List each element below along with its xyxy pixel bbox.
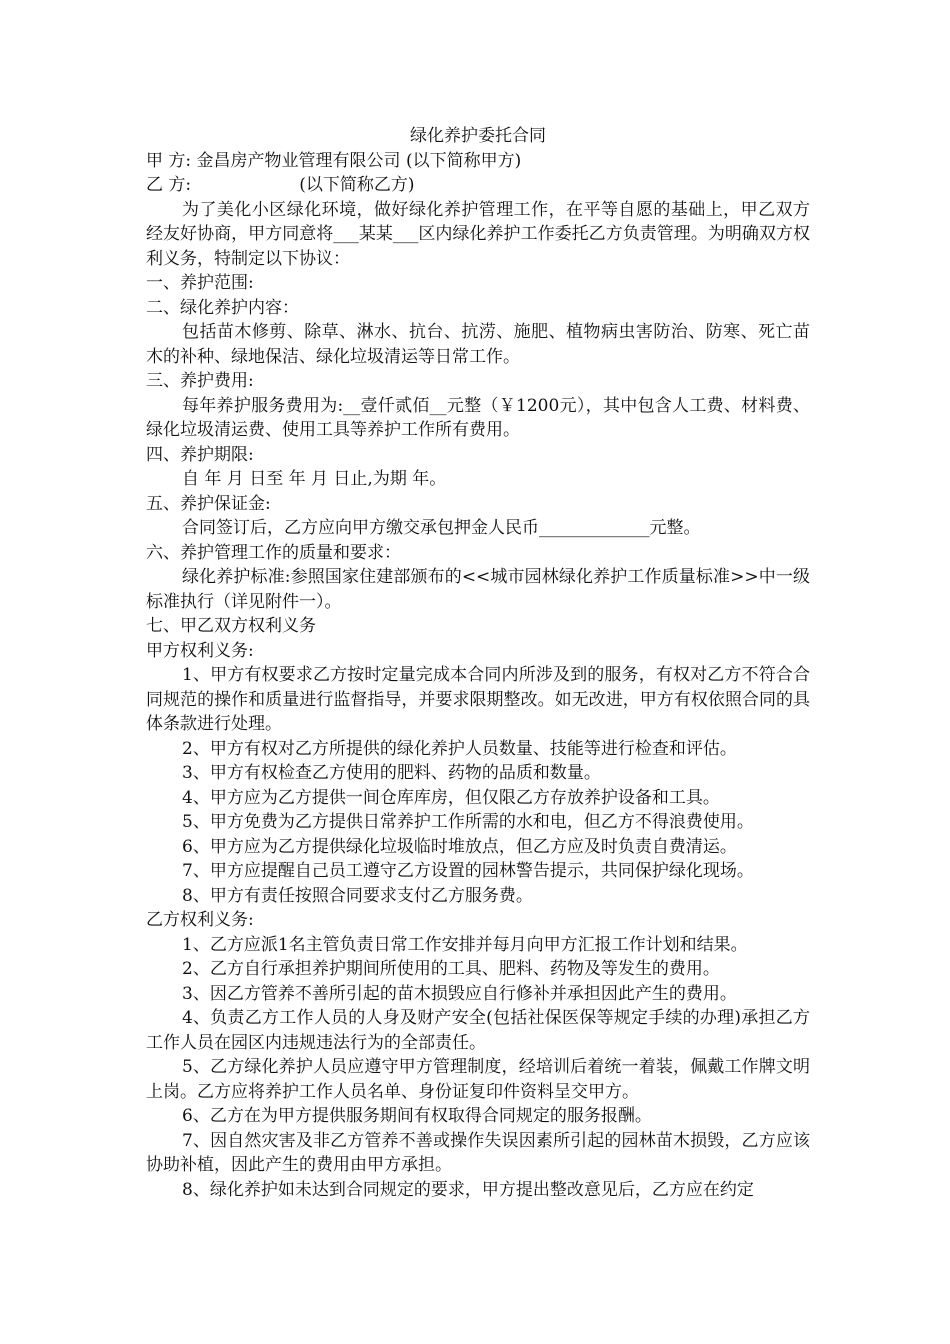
list-item: 5、甲方免费为乙方提供日常养护工作所需的水和电，但乙方不得浪费使用。: [182, 812, 754, 832]
section-heading-fee: 三、养护费用:: [146, 371, 254, 391]
list-item: 4、甲方应为乙方提供一间仓库库房，但仅限乙方存放养护设备和工具。: [182, 787, 720, 808]
list-item: 6、乙方在为甲方提供服务期间有权取得合同规定的服务报酬。: [182, 1106, 652, 1126]
contract-page: [146, 124, 810, 1202]
section-body-quality: 绿化养护标准:参照国家住建部颁布的<<城市园林绿化养护工作质量标准>>中一级标准执行（详见附件一）。: [146, 567, 810, 612]
section-heading-term: 四、养护期限:: [146, 444, 254, 465]
list-item: 1、乙方应派1名主管负责日常工作安排并每月向甲方汇报工作计划和结果。: [182, 934, 748, 955]
list-item: 8、甲方有责任按照合同要求支付乙方服务费。: [182, 885, 533, 906]
list-item: 3、因乙方管养不善所引起的苗木损毁应自行修补并承担因此产生的费用。: [182, 983, 737, 1004]
party-a-line: 甲 方: 金昌房产物业管理有限公司 (以下简称甲方): [146, 150, 522, 171]
party-a-obligations-heading: 甲方权利义务:: [146, 640, 254, 661]
section-heading-scope: 一、养护范围:: [146, 273, 254, 293]
section-body-term: 自 年 月 日至 年 月 日止,为期 年。: [182, 469, 447, 489]
list-item: 4、负责乙方工作人员的人身及财产安全(包括社保医保等规定手续的办理)承担乙方工作人员在园区内违规违法行为的全部责任。: [146, 1008, 810, 1053]
list-item: 8、绿化养护如未达到合同规定的要求，甲方提出整改意见后，乙方应在约定: [182, 1179, 754, 1200]
list-item: 7、甲方应提醒自己员工遵守乙方设置的园林警告提示，共同保护绿化现场。: [182, 861, 754, 881]
section-heading-deposit: 五、养护保证金:: [146, 493, 271, 514]
party-b-line: 乙 方: (以下简称乙方): [146, 175, 415, 195]
intro-paragraph: 为了美化小区绿化环境，做好绿化养护管理工作，在平等自愿的基础上，甲乙双方经友好协商，甲方同意将___某某___区内绿化养护工作委托乙方负责管理。为明确双方权利义务，特制定以下协议：: [146, 199, 810, 269]
party-b-obligations-heading: 乙方权利义务:: [146, 910, 254, 930]
section-body-deposit: 合同签订后，乙方应向甲方缴交承包押金人民币_____________元整。: [182, 518, 701, 538]
list-item: 2、乙方自行承担养护期间所使用的工具、肥料、药物及等发生的费用。: [182, 959, 720, 979]
list-item: 3、甲方有权检查乙方使用的肥料、药物的品质和数量。: [182, 763, 601, 783]
section-heading-rights: 七、甲乙双方权利义务: [146, 616, 316, 636]
section-heading-content: 二、绿化养护内容：: [146, 297, 299, 318]
document-title: 绿化养护委托合同: [410, 126, 546, 146]
list-item: 7、因自然灾害及非乙方管养不善或操作失误因素所引起的园林苗木损毁，乙方应该协助补植，因此产生的费用由甲方承担。: [146, 1130, 810, 1175]
list-item: 2、甲方有权对乙方所提供的绿化养护人员数量、技能等进行检查和评估。: [182, 738, 737, 759]
list-item: 1、甲方有权要求乙方按时定量完成本合同内所涉及到的服务，有权对乙方不符合合同规范的操作和质量进行监督指导，并要求限期整改。如无改进，甲方有权依照合同的具体条款进行处理。: [146, 665, 810, 734]
section-heading-quality: 六、养护管理工作的质量和要求：: [146, 542, 401, 563]
list-item: 6、甲方应为乙方提供绿化垃圾临时堆放点，但乙方应及时负责自费清运。: [182, 836, 737, 857]
list-item: 5、乙方绿化养护人员应遵守甲方管理制度，经培训后着统一着装，佩戴工作牌文明上岗。乙方应将养护工作人员名单、身份证复印件资料呈交甲方。: [146, 1057, 810, 1102]
section-body-content: 包括苗木修剪、除草、淋水、抗台、抗涝、施肥、植物病虫害防治、防寒、死亡苗木的补种、绿地保洁、绿化垃圾清运等日常工作。: [146, 322, 810, 367]
section-body-fee: 每年养护服务费用为:__壹仟贰佰__元整（￥1200元），其中包含人工费、材料费、绿化垃圾清运费、使用工具等养护工作所有费用。: [146, 395, 810, 440]
